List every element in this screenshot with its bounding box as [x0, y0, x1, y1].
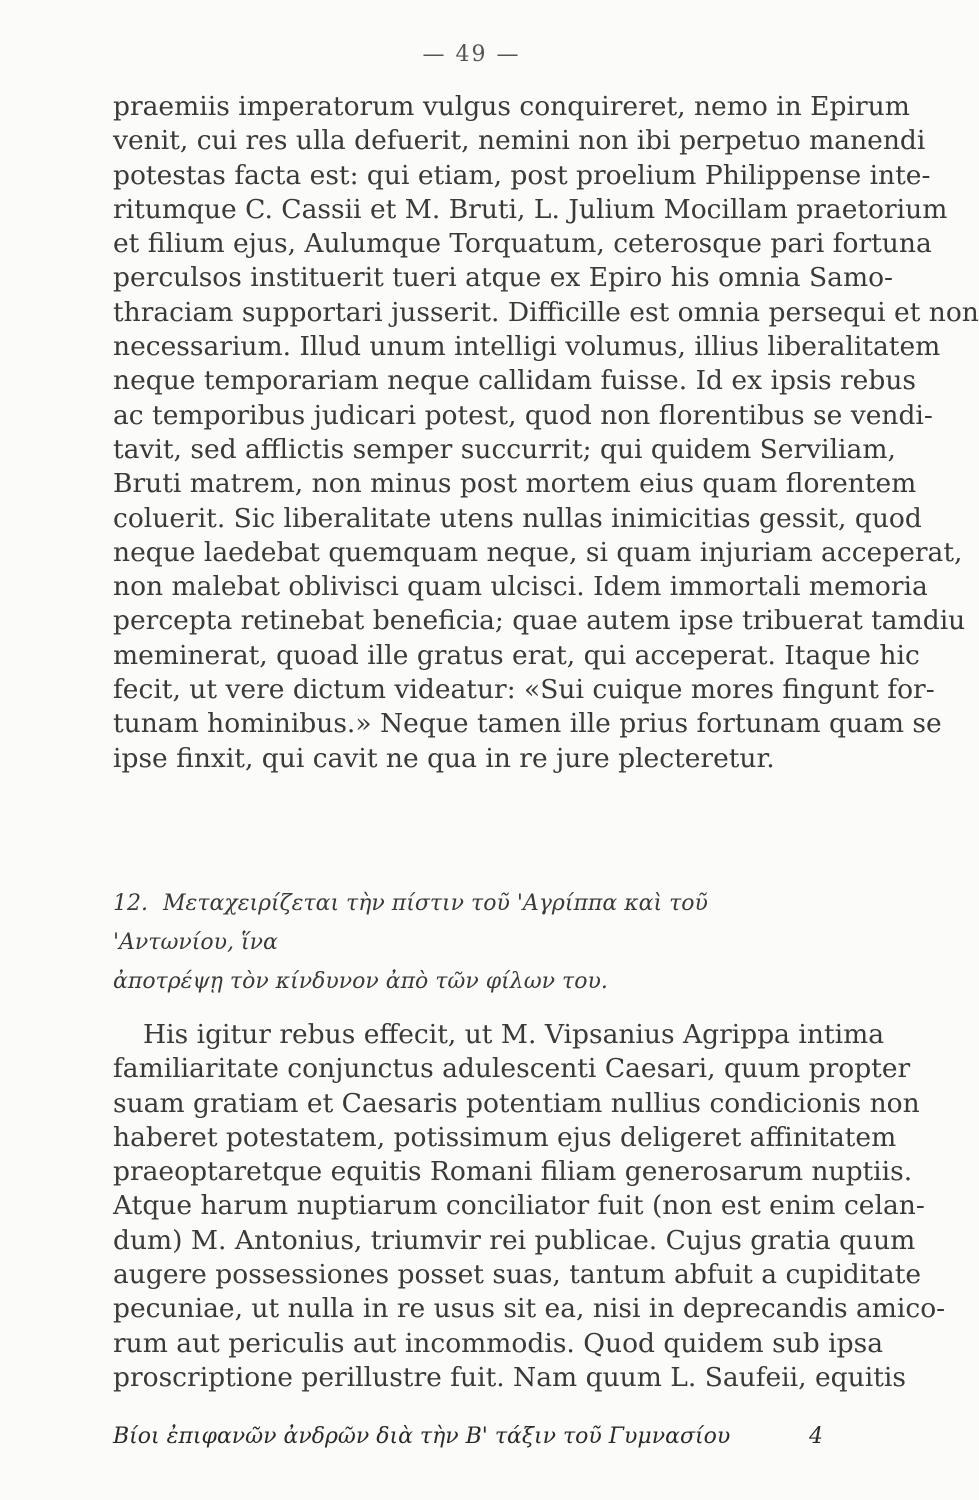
- text-line: dum) M. Antonius, triumvir rei publicae. Cujus gratia quum: [113, 1224, 916, 1256]
- page-footer: [113, 1424, 823, 1449]
- text-line: praeoptaretque equitis Romani filiam generosarum nuptiis.: [113, 1156, 913, 1188]
- text-line: ac temporibus judicari potest, quod non florentibus se vendi-: [113, 399, 933, 431]
- text-line: fecit, ut vere dictum videatur: «Sui cuique mores fingunt for-: [113, 674, 935, 706]
- section-heading-line: [113, 884, 823, 962]
- text-line: et filium ejus, Aulumque Torquatum, ceterosque pari fortuna: [113, 228, 932, 260]
- page-number: — 49 —: [422, 42, 521, 67]
- text-line: neque laedebat quemquam neque, si quam injuriam acceperat,: [113, 536, 963, 568]
- text-line: necessarium. Illud unum intelligi volumus, illius liberalitatem: [113, 331, 941, 363]
- text-line: augere possessiones posset suas, tantum abfuit a cupiditate: [113, 1259, 922, 1291]
- text-line: His igitur rebus effecit, ut M. Vipsanius Agrippa intima: [143, 1019, 884, 1050]
- text-line: neque temporariam neque callidam fuisse. Id ex ipsis rebus: [113, 365, 916, 397]
- text-line: potestas facta est: qui etiam, post proelium Philippense inte-: [113, 159, 931, 191]
- signature-mark: 4: [809, 1424, 823, 1449]
- text-line: thraciam supportari jusserit. Difficille est omnia persequi et non: [113, 296, 979, 328]
- footer-title: Βίοι ἐπιφανῶν ἀνδρῶν διὰ τὴν Β' τάξιν τοῦ Γυμνασίου: [113, 1424, 731, 1449]
- text-line: suam gratiam et Caesaris potentiam nullius condicionis non: [113, 1087, 920, 1119]
- text-line: pecuniae, ut nulla in re usus sit ea, nisi in deprecandis amico-: [113, 1293, 946, 1325]
- section-number: 12.: [113, 891, 148, 916]
- text-line: venit, cui res ulla defuerit, nemini non ibi perpetuo manendi: [113, 125, 926, 157]
- section-heading: [113, 884, 823, 1001]
- text-line: haberet potestatem, potissimum ejus deligeret affinitatem: [113, 1121, 897, 1153]
- text-line: rum aut periculis aut incommodis. Quod quidem sub ipsa: [113, 1327, 884, 1359]
- text-line: Bruti matrem, non minus post mortem eius quam florentem: [113, 468, 917, 500]
- paragraph-1: [113, 90, 979, 776]
- text-line: familiaritate conjunctus adulescenti Caesari, quum propter: [113, 1053, 911, 1085]
- text-line: ritumque C. Cassii et M. Bruti, L. Julium Mocillam praetorium: [113, 193, 948, 225]
- text-line: proscriptione perillustre fuit. Nam quum L. Saufeii, equitis: [113, 1361, 906, 1393]
- text-line: ipse finxit, qui cavit ne qua in re jure plecteretur.: [113, 742, 775, 774]
- text-line: percepta retinebat beneficia; quae autem ipse tribuerat tamdiu: [113, 605, 966, 637]
- text-line: praemiis imperatorum vulgus conquireret, nemo in Epirum: [113, 91, 910, 122]
- text-line: non malebat oblivisci quam ulcisci. Idem immortali memoria: [113, 571, 928, 603]
- text-line: perculsos instituerit tueri atque ex Epiro his omnia Samo-: [113, 262, 893, 294]
- text-line: Atque harum nuptiarum conciliator fuit (non est enim celan-: [113, 1190, 925, 1222]
- paragraph-2: [113, 1018, 946, 1395]
- section-heading-line: ἀποτρέψῃ τὸν κίνδυνον ἀπὸ τῶν φίλων του.: [113, 969, 608, 994]
- text-line: tavit, sed afflictis semper succurrit; qui quidem Serviliam,: [113, 433, 896, 465]
- text-line: meminerat, quoad ille gratus erat, qui acceperat. Itaque hic: [113, 639, 920, 671]
- section-title-part: Μεταχειρίζεται τὴν πίστιν τοῦ 'Αγρίππα καὶ τοῦ 'Αντωνίου, ἵνα: [113, 891, 708, 955]
- text-line: coluerit. Sic liberalitate utens nullas inimicitias gessit, quod: [113, 502, 922, 534]
- text-line: tunam hominibus.» Neque tamen ille prius fortunam quam se: [113, 708, 942, 740]
